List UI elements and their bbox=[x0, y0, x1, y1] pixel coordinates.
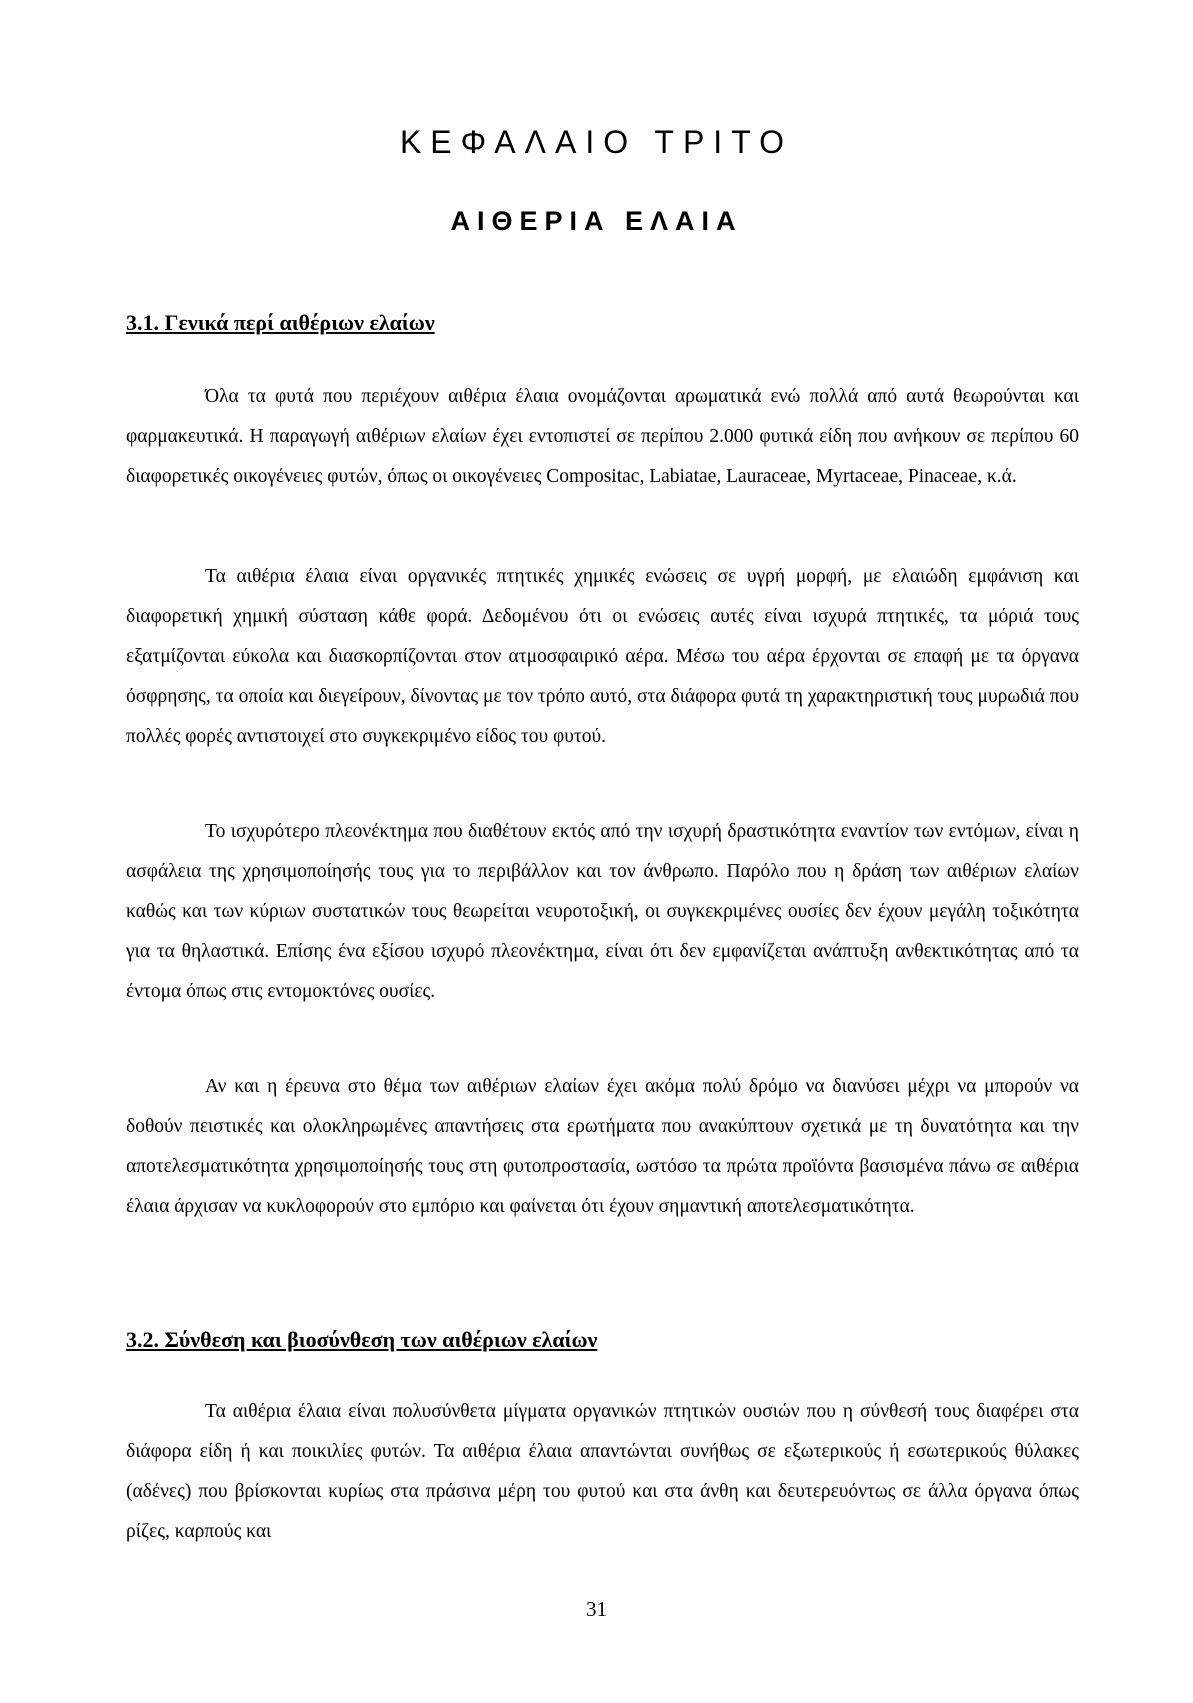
paragraph: Όλα τα φυτά που περιέχουν αιθέρια έλαια ονομάζονται αρωματικά ενώ πολλά από αυτά θεωρούνται και φαρμακευτικά. Η παραγωγή αιθέριων ελαίων έχει εντοπιστεί σε περίπου 2.000 φυτικά είδη που ανήκουν σε περίπου 60 διαφορετικές οικογένειες φυτών, όπως οι οικογένειες Compositac, Labiatae, Lauraceae, Myrtaceae, Pinaceae, κ.ά. bbox=[126, 386, 1079, 487]
paragraph: Τα αιθέρια έλαια είναι πολυσύνθετα μίγματα οργανικών πτητικών ουσιών που η σύνθεσή τους διαφέρει στα διάφορα είδη ή και ποικιλίες φυτών. Τα αιθέρια έλαια απαντώνται συνήθως σε εξωτερικούς ή εσωτερικούς θύλακες (αδένες) που βρίσκονται κυρίως στα πράσινα μέρη του φυτού και στα άνθη και δευτερευόντως σε άλλα όργανα όπως ρίζες, καρπούς και bbox=[126, 1401, 1079, 1542]
page-number: 31 bbox=[586, 1597, 607, 1621]
chapter-subtitle: ΑΙΘΕΡΙΑ ΕΛΑΙΑ bbox=[450, 206, 743, 236]
section-heading-3-1: 3.1. Γενικά περί αιθέριων ελαίων bbox=[126, 310, 435, 335]
chapter-title: ΚΕΦΑΛΑΙΟ ΤΡΙΤΟ bbox=[399, 124, 794, 160]
section-heading-3-2: 3.2. Σύνθεση και βιοσύνθεση των αιθέριων ελαίων bbox=[126, 1327, 598, 1352]
paragraph: Αν και η έρευνα στο θέμα των αιθέριων ελαίων έχει ακόμα πολύ δρόμο να διανύσει μέχρι να μπορούν να δοθούν πειστικές και ολοκληρωμένες απαντήσεις στα ερωτήματα που ανακύπτουν σχετικά με τη δυνατότητα και την αποτελεσματικότητα χρησιμοποίησής τους στη φυτοπροστασία, ωστόσο τα πρώτα προϊόντα βασισμένα πάνω σε αιθέρια έλαια άρχισαν να κυκλοφορούν στο εμπόριο και φαίνεται ότι έχουν σημαντική αποτελεσματικότητα. bbox=[126, 1076, 1079, 1217]
paragraph: Τα αιθέρια έλαια είναι οργανικές πτητικές χημικές ενώσεις σε υγρή μορφή, με ελαιώδη εμφάνιση και διαφορετική χημική σύσταση κάθε φορά. Δεδομένου ότι οι ενώσεις αυτές είναι ισχυρά πτητικές, τα μόριά τους εξατμίζονται εύκολα και διασκορπίζονται στον ατμοσφαιρικό αέρα. Μέσω του αέρα έρχονται σε επαφή με τα όργανα όσφρησης, τα οποία και διεγείρουν, δίνοντας με τον τρόπο αυτό, στα διάφορα φυτά τη χαρακτηριστική τους μυρωδιά που πολλές φορές αντιστοιχεί στο συγκεκριμένο είδος του φυτού. bbox=[126, 566, 1079, 747]
paragraph: Το ισχυρότερο πλεονέκτημα που διαθέτουν εκτός από την ισχυρή δραστικότητα εναντίον των εντόμων, είναι η ασφάλεια της χρησιμοποίησής τους για το περιβάλλον και τον άνθρωπο. Παρόλο που η δράση των αιθέριων ελαίων καθώς και των κύριων συστατικών τους θεωρείται νευροτοξική, οι συγκεκριμένες ουσίες δεν έχουν μεγάλη τοξικότητα για τα θηλαστικά. Επίσης ένα εξίσου ισχυρό πλεονέκτημα, είναι ότι δεν εμφανίζεται ανάπτυξη ανθεκτικότητας από τα έντομα όπως στις εντομοκτόνες ουσίες. bbox=[126, 821, 1079, 1002]
